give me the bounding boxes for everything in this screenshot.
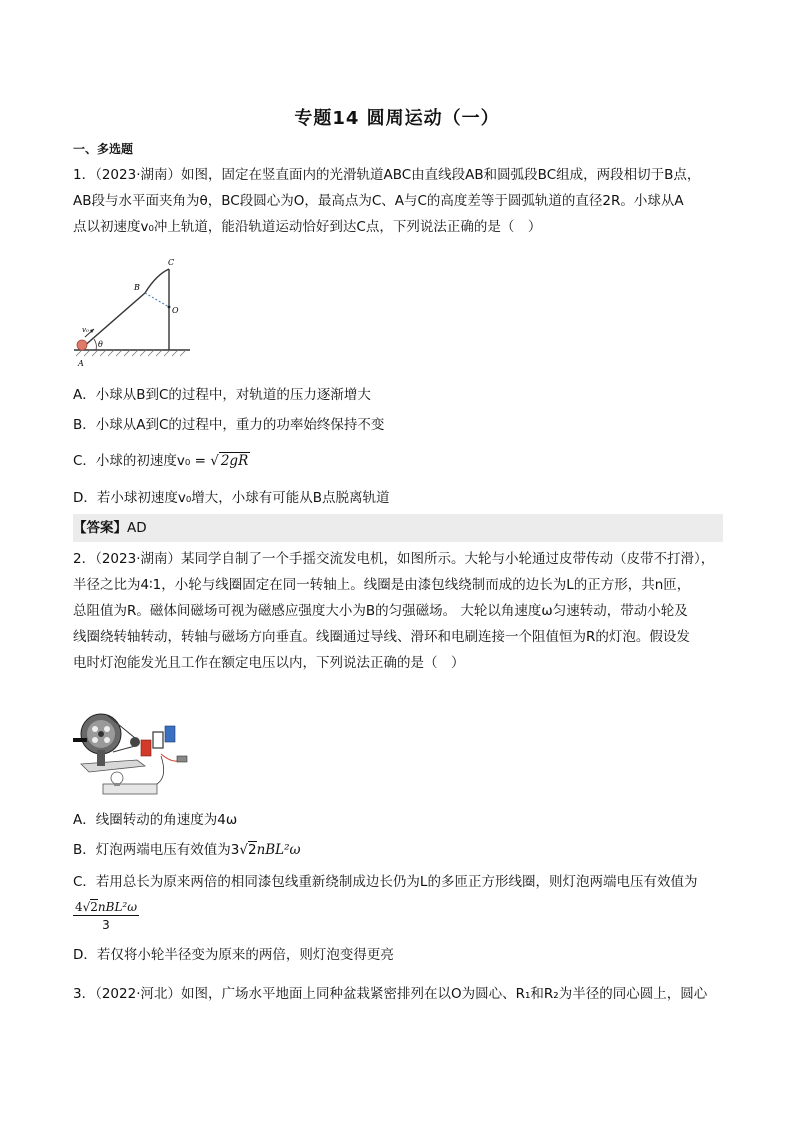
question-2-option-c-fraction: [73, 900, 139, 932]
page-title: 专题14 圆周运动（一）: [294, 108, 500, 129]
question-1-line-2: AB段与水平面夹角为θ，BC段圆心为O，最高点为C、A与C的高度差等于圆弧轨道的直径2R。小球从A: [73, 193, 684, 209]
question-2-line-5: 电时灯泡能发光且工作在额定电压以内，下列说法正确的是（ ）: [73, 655, 465, 671]
answer-value: AD: [127, 520, 147, 536]
question-2-line-4: 线圈绕转轴转动，转轴与磁场方向垂直。线圈通过导线、滑环和电刷连接一个阻值恒为R的灯泡。假设发: [73, 629, 690, 645]
label-theta: θ: [98, 340, 103, 349]
label-point-o: O: [172, 306, 179, 315]
label-v0: v₀: [82, 326, 89, 334]
label-point-b: B: [134, 283, 140, 292]
sqrt-sign: √: [210, 453, 219, 469]
label-point-c: C: [168, 258, 175, 267]
question-2-line-2: 半径之比为4∶1，小轮与线圈固定在同一转轴上。线圈是由漆包线绕制而成的边长为L的正方形，共n匝，: [73, 577, 691, 593]
question-2-line-3: 总阻值为R。磁体间磁场可视为磁感应强度大小为B的匀强磁场。 大轮以角速度ω匀速转动，带动小轮及: [73, 603, 688, 619]
question-2-figure: [73, 704, 205, 802]
sqrt-sign: √: [239, 842, 248, 858]
label-point-a: A: [78, 359, 84, 368]
question-3-stem: [73, 981, 723, 1007]
answer-label: 【答案】: [73, 520, 127, 536]
sqrt-radicand: 2: [247, 842, 257, 858]
fraction-denominator: 3: [102, 918, 110, 932]
question-2-stem: [73, 546, 723, 676]
question-2-line-1: 2．（2023·湖南）某同学自制了一个手摇交流发电机，如图所示。大轮与小轮通过皮带传动（皮带不打滑），: [73, 551, 715, 567]
question-1-option-b: B．小球从A到C的过程中，重力的功率始终保持不变: [73, 417, 385, 433]
question-2-option-d: D．若仅将小轮半径变为原来的两倍，则灯泡变得更亮: [73, 947, 394, 963]
question-2-option-a: A．线圈转动的角速度为4ω: [73, 812, 238, 828]
question-1-line-3: 点以初速度v₀冲上轨道，能沿轨道运动恰好到达C点，下列说法正确的是（ ）: [73, 219, 542, 235]
question-1-line-1: 1．（2023·湖南）如图，固定在竖直面内的光滑轨道ABC由直线段AB和圆弧段BC组成，两段相切于B点，: [73, 167, 701, 183]
question-1-option-d: D．若小球初速度v₀增大，小球有可能从B点脱离轨道: [73, 490, 390, 506]
question-3-line-1: 3．（2022·河北）如图，广场水平地面上同种盆栽紧密排列在以O为圆心、R₁和R₂为半径的同心圆上，圆心: [73, 986, 708, 1002]
question-1-figure: [70, 255, 200, 373]
question-1-answer: [73, 514, 723, 542]
question-1-option-a: A．小球从B到C的过程中，对轨道的压力逐渐增大: [73, 387, 371, 403]
question-1-option-c: C．小球的初速度v₀ = √ 2gR: [73, 453, 249, 469]
question-2-option-c: C．若用总长为原来两倍的相同漆包线重新绕制成边长仍为L的多匝正方形线圈，则灯泡两端电压有效值为: [73, 874, 698, 890]
question-1-stem: [73, 162, 723, 240]
section-heading: 一、多选题: [73, 142, 134, 156]
sqrt-radicand: 2gR: [220, 453, 249, 469]
question-2-option-b: B．灯泡两端电压有效值为3√2nBL²ω: [73, 842, 301, 858]
fraction-numerator: 4√2nBL²ω: [74, 900, 138, 914]
